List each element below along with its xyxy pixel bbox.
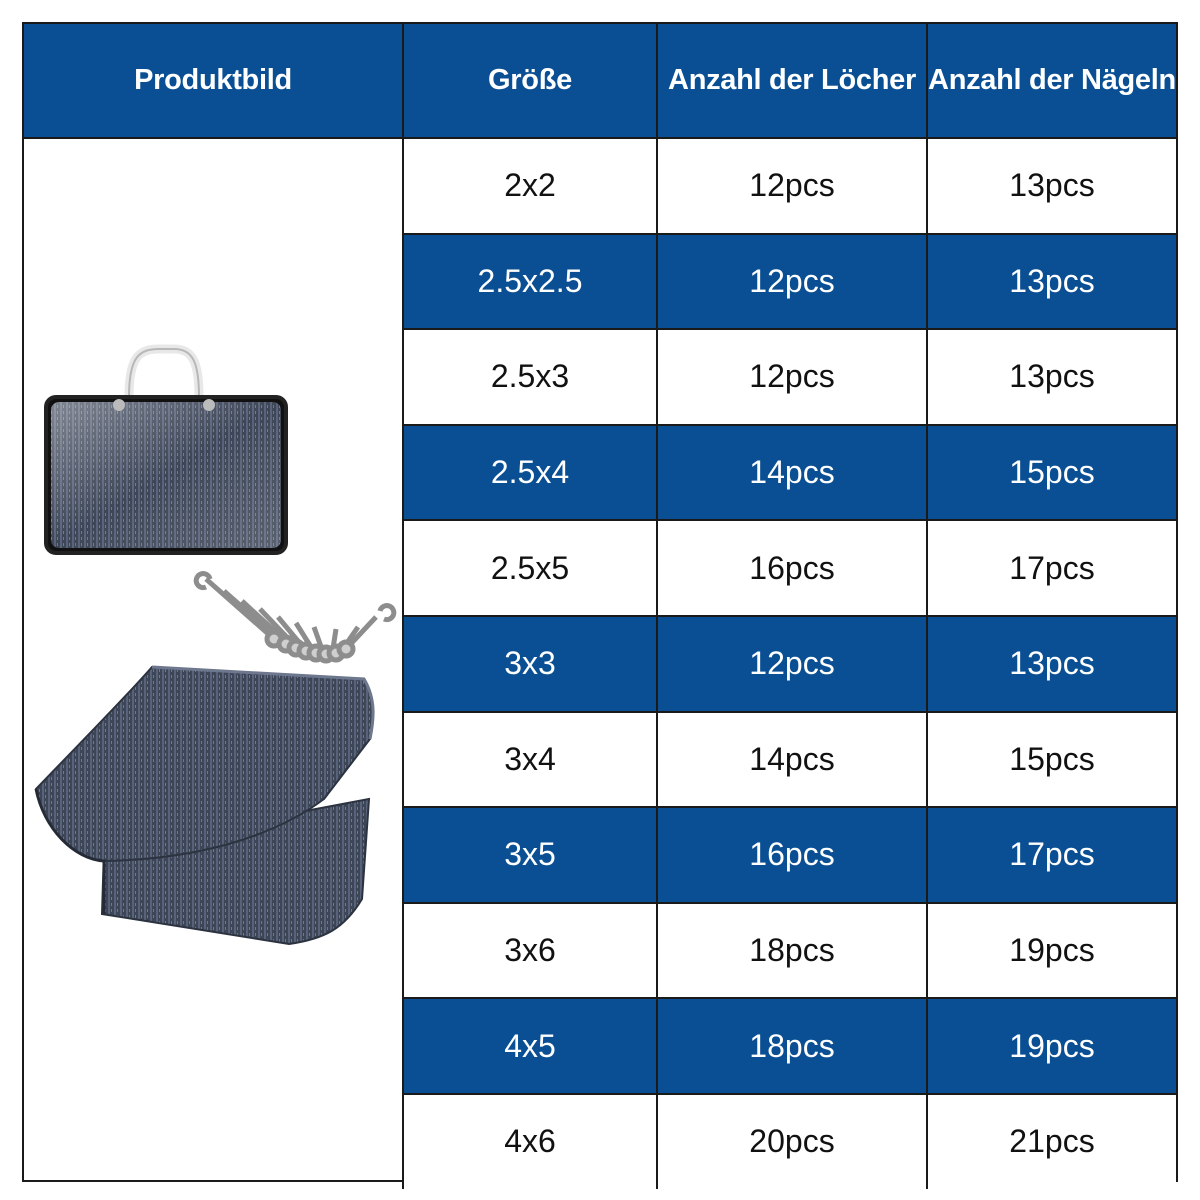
- nails-cell: 13pcs: [926, 328, 1176, 424]
- header-holes: Anzahl der Löcher: [656, 24, 926, 137]
- size-cell: 3x6: [402, 902, 656, 998]
- nails-cell: 15pcs: [926, 711, 1176, 807]
- carry-bag-icon: [46, 349, 286, 553]
- nails-cell: 13pcs: [926, 615, 1176, 711]
- product-image: [24, 139, 400, 1180]
- holes-cell: 12pcs: [656, 328, 926, 424]
- nails-cell: 19pcs: [926, 997, 1176, 1093]
- folded-mat-icon: [36, 667, 373, 944]
- holes-cell: 18pcs: [656, 902, 926, 998]
- holes-cell: 12pcs: [656, 615, 926, 711]
- size-cell: 3x5: [402, 806, 656, 902]
- size-cell: 3x3: [402, 615, 656, 711]
- size-cell: 2.5x5: [402, 519, 656, 615]
- product-image-cell: [24, 137, 402, 1180]
- size-table: [22, 22, 1178, 1182]
- nails-cell: 21pcs: [926, 1093, 1176, 1189]
- holes-cell: 12pcs: [656, 233, 926, 329]
- nails-cell: 19pcs: [926, 902, 1176, 998]
- holes-cell: 16pcs: [656, 806, 926, 902]
- holes-cell: 14pcs: [656, 711, 926, 807]
- size-cell: 2.5x2.5: [402, 233, 656, 329]
- holes-cell: 16pcs: [656, 519, 926, 615]
- size-cell: 4x6: [402, 1093, 656, 1189]
- header-product-image: Produktbild: [24, 24, 402, 137]
- size-cell: 2x2: [402, 137, 656, 233]
- size-cell: 4x5: [402, 997, 656, 1093]
- nails-cell: 17pcs: [926, 519, 1176, 615]
- holes-cell: 12pcs: [656, 137, 926, 233]
- holes-cell: 18pcs: [656, 997, 926, 1093]
- nails-cell: 15pcs: [926, 424, 1176, 520]
- header-size: Größe: [402, 24, 656, 137]
- tent-pegs-icon: [196, 574, 394, 661]
- size-cell: 2.5x4: [402, 424, 656, 520]
- size-cell: 3x4: [402, 711, 656, 807]
- header-nails: Anzahl der Nägeln: [926, 24, 1176, 137]
- nails-cell: 13pcs: [926, 137, 1176, 233]
- nails-cell: 13pcs: [926, 233, 1176, 329]
- size-cell: 2.5x3: [402, 328, 656, 424]
- holes-cell: 20pcs: [656, 1093, 926, 1189]
- nails-cell: 17pcs: [926, 806, 1176, 902]
- holes-cell: 14pcs: [656, 424, 926, 520]
